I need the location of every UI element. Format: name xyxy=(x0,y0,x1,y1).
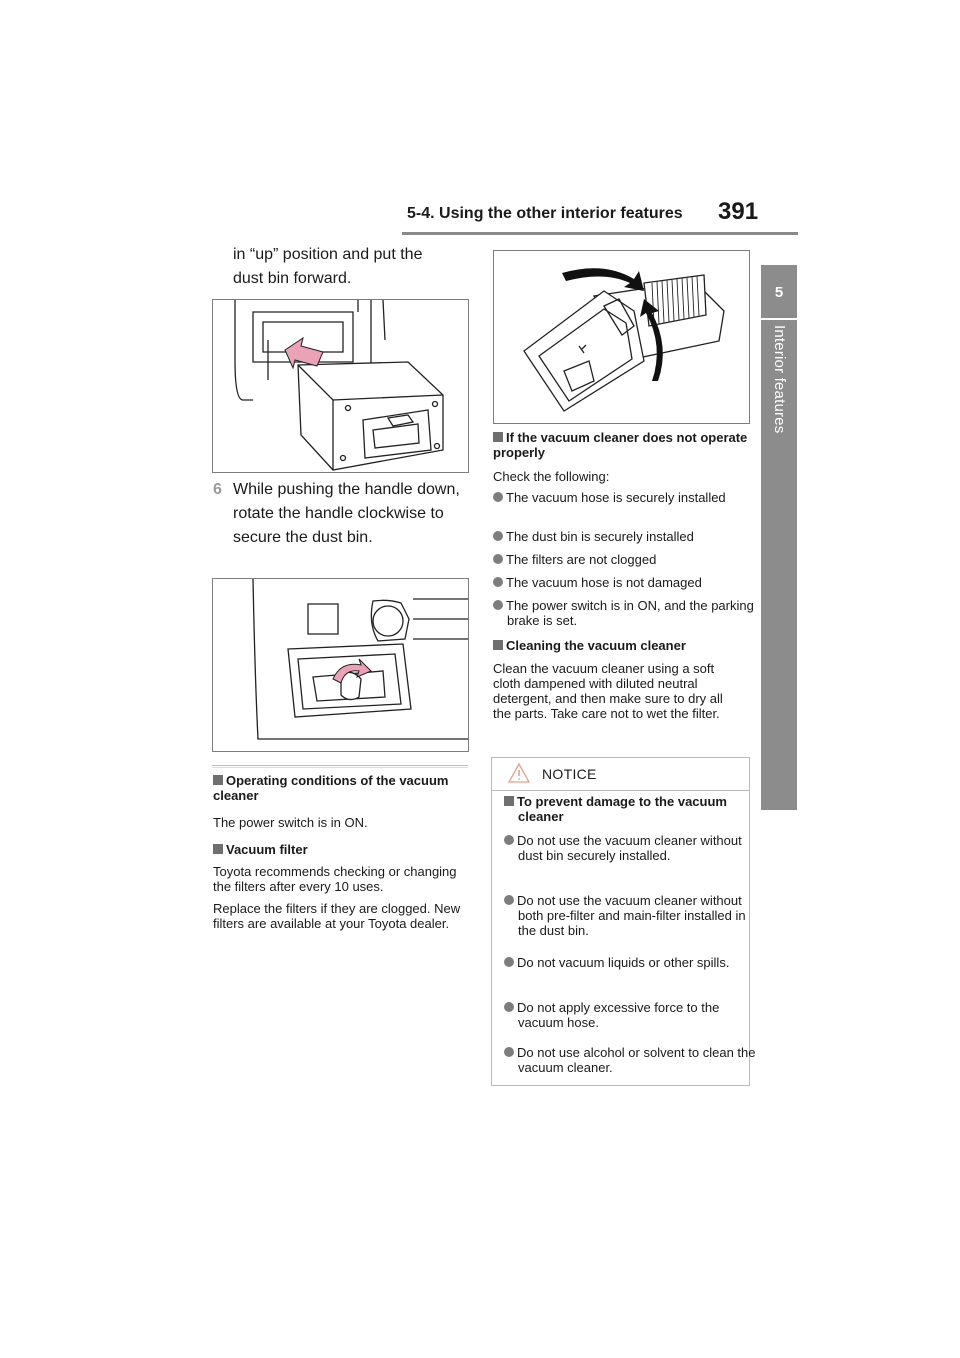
step-number: 6 xyxy=(213,481,222,498)
operating-block xyxy=(213,773,468,931)
bullet-icon xyxy=(504,895,514,905)
bullet-icon xyxy=(493,600,503,610)
operating-heading-text: Operating conditions of the vacuum cleaner xyxy=(213,773,449,803)
notice-item-text: Do not vacuum liquids or other spills. xyxy=(517,955,730,970)
chapter-tab-label: Interior features xyxy=(771,325,788,434)
cleaning-text: Clean the vacuum cleaner using a soft cloth dampened with diluted neutral detergent, and then make sure to dry all the parts. Take care not to wet the filter. xyxy=(493,661,723,721)
notice-item-text: Do not apply excessive force to the vacuum hose. xyxy=(517,1000,720,1030)
lead-line-2: dust bin forward. xyxy=(233,270,352,287)
divider-rule-secondary xyxy=(212,767,468,768)
operating-heading xyxy=(213,773,468,803)
lead-text xyxy=(233,243,473,291)
notice-item-text: Do not use the vacuum cleaner without dust bin securely installed. xyxy=(517,833,742,863)
notice-item-text: Do not use alcohol or solvent to clean the vacuum cleaner. xyxy=(517,1045,756,1075)
notice-item xyxy=(504,1045,758,1075)
cleaning-heading xyxy=(493,638,743,653)
bullet-icon xyxy=(504,835,514,845)
cleaning-heading-text: Cleaning the vacuum cleaner xyxy=(506,638,686,653)
page-number: 391 xyxy=(718,198,759,225)
warning-triangle-icon xyxy=(508,762,530,784)
lead-line-1: in “up” position and put the xyxy=(233,246,423,263)
check-item xyxy=(493,598,757,628)
notice-item-text: Do not use the vacuum cleaner without both pre-filter and main-filter installed in the dust bin. xyxy=(517,893,746,938)
square-bullet-icon xyxy=(493,640,503,650)
notice-item xyxy=(504,1000,758,1030)
insert-arrow xyxy=(285,338,323,368)
cleaning-block xyxy=(493,638,743,721)
illustration-rotate-handle xyxy=(212,578,469,752)
bullet-icon xyxy=(493,531,503,541)
trouble-intro: Check the following: xyxy=(493,469,610,484)
notice-header xyxy=(492,758,749,791)
step-text: While pushing the handle down, rotate the handle clockwise to secure the dust bin. xyxy=(233,481,460,546)
square-bullet-icon xyxy=(213,844,223,854)
check-item-text: The power switch is in ON, and the parking brake is set. xyxy=(506,598,754,628)
chapter-tab-divider xyxy=(761,318,797,320)
notice-item xyxy=(504,955,758,970)
header-rule xyxy=(402,232,798,235)
divider-rule xyxy=(212,765,468,766)
filter-text-2: Replace the filters if they are clogged. New filters are available at your Toyota dealer. xyxy=(213,901,461,931)
notice-item xyxy=(504,893,758,938)
square-bullet-icon xyxy=(504,796,514,806)
check-item-text: The filters are not clogged xyxy=(506,552,657,567)
notice-heading-text: To prevent damage to the vacuum cleaner xyxy=(517,794,727,824)
check-item xyxy=(493,529,765,544)
check-item xyxy=(493,575,765,590)
trouble-block xyxy=(493,430,751,484)
square-bullet-icon xyxy=(493,432,503,442)
check-item-text: The vacuum hose is not damaged xyxy=(506,575,702,590)
bullet-icon xyxy=(504,1002,514,1012)
check-item xyxy=(493,552,765,567)
section-title: 5-4. Using the other interior features xyxy=(407,205,683,222)
check-item-text: The vacuum hose is securely installed xyxy=(506,490,726,505)
notice-title: NOTICE xyxy=(542,766,597,782)
bullet-icon xyxy=(493,492,503,502)
dust-bin-insert-drawing xyxy=(213,300,468,472)
check-item-text: The dust bin is securely installed xyxy=(506,529,694,544)
filter-heading xyxy=(213,842,468,857)
notice-box xyxy=(491,757,756,1086)
square-bullet-icon xyxy=(213,775,223,785)
trouble-heading-text: If the vacuum cleaner does not operate properly xyxy=(493,430,748,460)
bullet-icon xyxy=(504,957,514,967)
check-item xyxy=(493,490,765,505)
trouble-heading xyxy=(493,430,751,460)
filter-text-1: Toyota recommends checking or changing the filters after every 10 uses. xyxy=(213,864,457,894)
operating-text: The power switch is in ON. xyxy=(213,815,368,830)
illustration-insert-dust-bin xyxy=(212,299,469,473)
curved-arrow-top xyxy=(562,268,644,291)
rotate-handle-drawing xyxy=(213,579,468,751)
filter-heading-text: Vacuum filter xyxy=(226,842,308,857)
notice-item xyxy=(504,833,758,863)
filter-removal-drawing xyxy=(494,251,749,423)
bullet-icon xyxy=(493,577,503,587)
notice-heading xyxy=(504,794,739,824)
bullet-icon xyxy=(504,1047,514,1057)
illustration-filter-removal xyxy=(493,250,750,424)
bullet-icon xyxy=(493,554,503,564)
chapter-tab-number: 5 xyxy=(761,275,797,315)
